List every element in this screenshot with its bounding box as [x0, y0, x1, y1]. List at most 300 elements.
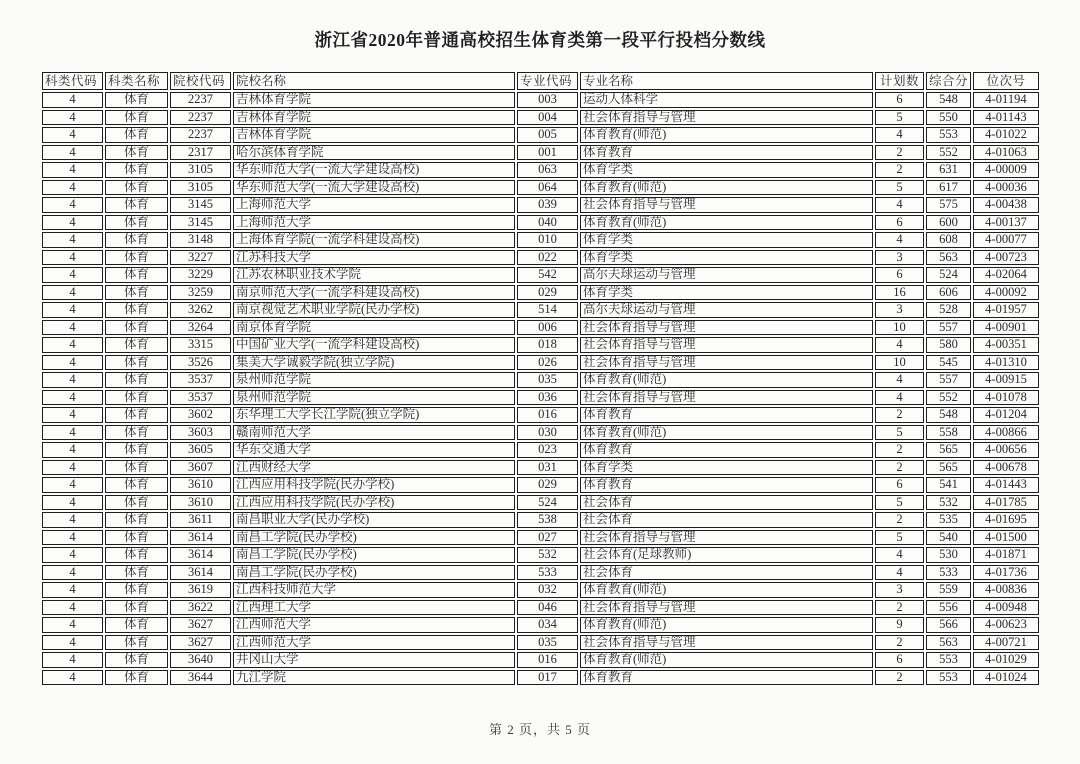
table-cell: 4 [875, 127, 924, 143]
table-row [42, 670, 1039, 686]
table-cell: 体育 [105, 512, 168, 528]
table-cell: 4-01024 [973, 670, 1039, 686]
table-row [42, 582, 1039, 598]
table-cell: 江西财经大学 [233, 460, 515, 476]
table-cell: 533 [517, 565, 578, 581]
table-cell: 社会体育(足球教师) [580, 547, 873, 563]
table-row [42, 197, 1039, 213]
table-cell: 4-00721 [973, 635, 1039, 651]
table-cell: 559 [926, 582, 971, 598]
table-cell: 体育教育 [580, 670, 873, 686]
table-cell: 社会体育指导与管理 [580, 355, 873, 371]
table-cell: 3227 [170, 250, 231, 266]
table-cell: 中国矿业大学(一流学科建设高校) [233, 337, 515, 353]
table-cell: 4 [42, 92, 103, 108]
table-cell: 4 [875, 390, 924, 406]
table-cell: 4-01736 [973, 565, 1039, 581]
table-cell: 体育 [105, 355, 168, 371]
table-cell: 吉林体育学院 [233, 110, 515, 126]
table-cell: 南昌工学院(民办学校) [233, 547, 515, 563]
table-row [42, 127, 1039, 143]
table-cell: 4-00438 [973, 197, 1039, 213]
table-row [42, 285, 1039, 301]
table-row [42, 180, 1039, 196]
table-cell: 4-00948 [973, 600, 1039, 616]
table-cell: 566 [926, 617, 971, 633]
table-cell: 集美大学诚毅学院(独立学院) [233, 355, 515, 371]
table-cell: 社会体育 [580, 565, 873, 581]
table-cell: 体育教育(师范) [580, 215, 873, 231]
table-cell: 体育 [105, 617, 168, 633]
table-cell: 563 [926, 250, 971, 266]
table-cell: 4-00137 [973, 215, 1039, 231]
table-row [42, 232, 1039, 248]
table-cell: 004 [517, 110, 578, 126]
table-cell: 体育学类 [580, 162, 873, 178]
table-cell: 4 [42, 302, 103, 318]
table-cell: 4 [42, 372, 103, 388]
table-cell: 体育 [105, 390, 168, 406]
table-cell: 4 [42, 565, 103, 581]
table-cell: 泉州师范学院 [233, 390, 515, 406]
table-cell: 6 [875, 215, 924, 231]
table-cell: 上海师范大学 [233, 197, 515, 213]
table-row [42, 355, 1039, 371]
table-cell: 017 [517, 670, 578, 686]
table-cell: 548 [926, 407, 971, 423]
table-cell: 541 [926, 477, 971, 493]
table-cell: 体育 [105, 460, 168, 476]
table-cell: 3622 [170, 600, 231, 616]
table-cell: 运动人体科学 [580, 92, 873, 108]
table-cell: 018 [517, 337, 578, 353]
table-cell: 体育教育(师范) [580, 617, 873, 633]
table-cell: 4 [42, 460, 103, 476]
table-cell: 4 [42, 477, 103, 493]
table-cell: 华东师范大学(一流大学建设高校) [233, 162, 515, 178]
table-cell: 046 [517, 600, 578, 616]
table-cell: 体育 [105, 442, 168, 458]
table-cell: 4 [42, 145, 103, 161]
table-cell: 3605 [170, 442, 231, 458]
table-cell: 565 [926, 460, 971, 476]
table-cell: 江苏农林职业技术学院 [233, 267, 515, 283]
table-row [42, 92, 1039, 108]
table-cell: 4 [42, 495, 103, 511]
table-cell: 4 [42, 617, 103, 633]
table-row [42, 145, 1039, 161]
table-cell: 4 [42, 670, 103, 686]
column-header: 综合分 [926, 72, 971, 90]
table-cell: 4-00866 [973, 425, 1039, 441]
table-cell: 064 [517, 180, 578, 196]
table-cell: 552 [926, 145, 971, 161]
table-cell: 东华理工大学长江学院(独立学院) [233, 407, 515, 423]
table-cell: 4 [42, 390, 103, 406]
table-cell: 606 [926, 285, 971, 301]
table-cell: 4 [42, 320, 103, 336]
table-header-row [42, 72, 1039, 90]
table-cell: 体育 [105, 145, 168, 161]
column-header: 科类名称 [105, 72, 168, 90]
table-cell: 3315 [170, 337, 231, 353]
table-cell: 社会体育指导与管理 [580, 530, 873, 546]
table-cell: 3262 [170, 302, 231, 318]
table-row [42, 460, 1039, 476]
table-cell: 上海师范大学 [233, 215, 515, 231]
table-cell: 江西师范大学 [233, 635, 515, 651]
table-cell: 4 [42, 355, 103, 371]
table-row [42, 372, 1039, 388]
page-title: 浙江省2020年普通高校招生体育类第一段平行投档分数线 [314, 30, 766, 50]
table-cell: 4-01022 [973, 127, 1039, 143]
table-cell: 社会体育指导与管理 [580, 390, 873, 406]
table-cell: 4 [42, 162, 103, 178]
table-cell: 4-00915 [973, 372, 1039, 388]
table-cell: 体育 [105, 162, 168, 178]
table-cell: 003 [517, 92, 578, 108]
table-row [42, 442, 1039, 458]
table-cell: 553 [926, 652, 971, 668]
page-number: 第 2 页，共 5 页 [488, 722, 591, 737]
table-row [42, 565, 1039, 581]
table-cell: 体育教育(师范) [580, 582, 873, 598]
table-cell: 528 [926, 302, 971, 318]
table-cell: 4-01310 [973, 355, 1039, 371]
table-cell: 南昌工学院(民办学校) [233, 530, 515, 546]
table-cell: 550 [926, 110, 971, 126]
table-cell: 035 [517, 372, 578, 388]
table-row [42, 547, 1039, 563]
table-row [42, 652, 1039, 668]
table-row [42, 477, 1039, 493]
table-cell: 2237 [170, 110, 231, 126]
table-cell: 557 [926, 372, 971, 388]
table-cell: 032 [517, 582, 578, 598]
table-cell: 体育 [105, 110, 168, 126]
table-cell: 556 [926, 600, 971, 616]
table-cell: 3610 [170, 477, 231, 493]
table-cell: 558 [926, 425, 971, 441]
table-cell: 4-00678 [973, 460, 1039, 476]
table-cell: 3145 [170, 215, 231, 231]
table-cell: 3537 [170, 372, 231, 388]
table-cell: 4-01143 [973, 110, 1039, 126]
table-cell: 5 [875, 110, 924, 126]
table-cell: 2237 [170, 92, 231, 108]
table-cell: 体育 [105, 495, 168, 511]
table-cell: 4 [42, 127, 103, 143]
table-cell: 4 [42, 285, 103, 301]
table-cell: 6 [875, 477, 924, 493]
table-cell: 617 [926, 180, 971, 196]
table-cell: 体育 [105, 180, 168, 196]
table-cell: 5 [875, 495, 924, 511]
table-cell: 体育 [105, 670, 168, 686]
table-cell: 538 [517, 512, 578, 528]
table-cell: 3145 [170, 197, 231, 213]
table-row [42, 530, 1039, 546]
table-cell: 4-01957 [973, 302, 1039, 318]
table-cell: 9 [875, 617, 924, 633]
table-cell: 体育 [105, 547, 168, 563]
table-cell: 4 [42, 267, 103, 283]
table-cell: 063 [517, 162, 578, 178]
score-table-body [42, 92, 1039, 685]
table-cell: 高尔夫球运动与管理 [580, 267, 873, 283]
table-cell: 3105 [170, 162, 231, 178]
table-cell: 南昌职业大学(民办学校) [233, 512, 515, 528]
table-cell: 030 [517, 425, 578, 441]
table-cell: 社会体育 [580, 495, 873, 511]
table-cell: 体育 [105, 425, 168, 441]
table-cell: 031 [517, 460, 578, 476]
table-cell: 体育教育(师范) [580, 652, 873, 668]
table-cell: 533 [926, 565, 971, 581]
table-cell: 027 [517, 530, 578, 546]
table-cell: 江西理工大学 [233, 600, 515, 616]
table-cell: 体育教育 [580, 407, 873, 423]
table-cell: 023 [517, 442, 578, 458]
column-header: 院校名称 [233, 72, 515, 90]
table-cell: 社会体育指导与管理 [580, 635, 873, 651]
table-cell: 4-01029 [973, 652, 1039, 668]
table-cell: 体育 [105, 232, 168, 248]
table-cell: 体育学类 [580, 460, 873, 476]
table-cell: 022 [517, 250, 578, 266]
table-cell: 江苏科技大学 [233, 250, 515, 266]
table-cell: 社会体育 [580, 512, 873, 528]
table-row [42, 162, 1039, 178]
table-cell: 535 [926, 512, 971, 528]
table-cell: 4 [42, 547, 103, 563]
table-cell: 552 [926, 390, 971, 406]
table-cell: 2 [875, 635, 924, 651]
table-cell: 016 [517, 652, 578, 668]
table-cell: 体育 [105, 197, 168, 213]
table-row [42, 250, 1039, 266]
table-cell: 608 [926, 232, 971, 248]
table-cell: 体育 [105, 337, 168, 353]
table-cell: 吉林体育学院 [233, 127, 515, 143]
table-cell: 3264 [170, 320, 231, 336]
table-cell: 社会体育指导与管理 [580, 110, 873, 126]
table-cell: 2 [875, 460, 924, 476]
table-cell: 4 [42, 337, 103, 353]
column-header: 专业代码 [517, 72, 578, 90]
table-cell: 010 [517, 232, 578, 248]
table-cell: 5 [875, 180, 924, 196]
table-cell: 029 [517, 285, 578, 301]
table-cell: 体育教育 [580, 442, 873, 458]
table-cell: 545 [926, 355, 971, 371]
table-cell: 4-01695 [973, 512, 1039, 528]
table-cell: 016 [517, 407, 578, 423]
table-cell: 2237 [170, 127, 231, 143]
table-cell: 532 [517, 547, 578, 563]
table-cell: 530 [926, 547, 971, 563]
table-cell: 514 [517, 302, 578, 318]
table-cell: 4 [42, 232, 103, 248]
table-cell: 4-01078 [973, 390, 1039, 406]
table-row [42, 495, 1039, 511]
table-cell: 体育学类 [580, 285, 873, 301]
table-cell: 4 [42, 425, 103, 441]
table-cell: 南京视觉艺术职业学院(民办学校) [233, 302, 515, 318]
table-cell: 上海体育学院(一流学科建设高校) [233, 232, 515, 248]
table-cell: 华东交通大学 [233, 442, 515, 458]
table-cell: 体育 [105, 267, 168, 283]
table-cell: 3610 [170, 495, 231, 511]
table-cell: 4 [42, 215, 103, 231]
table-row [42, 320, 1039, 336]
table-row [42, 635, 1039, 651]
table-cell: 体育学类 [580, 250, 873, 266]
table-cell: 4-00656 [973, 442, 1039, 458]
table-cell: 体育教育(师范) [580, 425, 873, 441]
table-cell: 10 [875, 355, 924, 371]
table-cell: 高尔夫球运动与管理 [580, 302, 873, 318]
table-cell: 哈尔滨体育学院 [233, 145, 515, 161]
table-cell: 3105 [170, 180, 231, 196]
table-cell: 4-01194 [973, 92, 1039, 108]
table-cell: 4-01063 [973, 145, 1039, 161]
table-cell: 036 [517, 390, 578, 406]
table-row [42, 425, 1039, 441]
table-cell: 体育 [105, 565, 168, 581]
table-cell: 4 [875, 547, 924, 563]
table-cell: 3537 [170, 390, 231, 406]
table-cell: 3 [875, 302, 924, 318]
column-header: 科类代码 [42, 72, 103, 90]
table-cell: 体育 [105, 582, 168, 598]
table-cell: 580 [926, 337, 971, 353]
table-row [42, 390, 1039, 406]
table-cell: 4 [42, 180, 103, 196]
table-cell: 4-00092 [973, 285, 1039, 301]
table-cell: 体育教育(师范) [580, 372, 873, 388]
table-cell: 体育 [105, 127, 168, 143]
table-cell: 3619 [170, 582, 231, 598]
table-cell: 体育 [105, 372, 168, 388]
table-cell: 3614 [170, 530, 231, 546]
table-cell: 4-01500 [973, 530, 1039, 546]
table-row [42, 617, 1039, 633]
table-row [42, 600, 1039, 616]
table-cell: 565 [926, 442, 971, 458]
table-cell: 体育 [105, 652, 168, 668]
table-cell: 江西科技师范大学 [233, 582, 515, 598]
table-cell: 4-00036 [973, 180, 1039, 196]
table-cell: 4 [42, 600, 103, 616]
table-cell: 2 [875, 145, 924, 161]
table-cell: 4 [42, 530, 103, 546]
table-cell: 泉州师范学院 [233, 372, 515, 388]
table-cell: 社会体育指导与管理 [580, 600, 873, 616]
table-cell: 4-01443 [973, 477, 1039, 493]
table-cell: 体育 [105, 477, 168, 493]
table-cell: 4-00836 [973, 582, 1039, 598]
table-cell: 4 [875, 337, 924, 353]
column-header: 计划数 [875, 72, 924, 90]
table-cell: 4-00351 [973, 337, 1039, 353]
table-cell: 4-00901 [973, 320, 1039, 336]
table-cell: 4 [42, 197, 103, 213]
table-cell: 3614 [170, 547, 231, 563]
column-header: 位次号 [973, 72, 1039, 90]
table-cell: 4-01204 [973, 407, 1039, 423]
table-cell: 3229 [170, 267, 231, 283]
table-cell: 2 [875, 600, 924, 616]
table-cell: 3602 [170, 407, 231, 423]
table-cell: 4 [42, 652, 103, 668]
table-cell: 16 [875, 285, 924, 301]
table-cell: 体育学类 [580, 232, 873, 248]
table-cell: 3148 [170, 232, 231, 248]
table-cell: 563 [926, 635, 971, 651]
table-cell: 2 [875, 442, 924, 458]
table-cell: 赣南师范大学 [233, 425, 515, 441]
table-cell: 4-00009 [973, 162, 1039, 178]
table-cell: 社会体育指导与管理 [580, 337, 873, 353]
table-row [42, 110, 1039, 126]
table-cell: 5 [875, 530, 924, 546]
table-cell: 3603 [170, 425, 231, 441]
table-cell: 553 [926, 127, 971, 143]
table-cell: 548 [926, 92, 971, 108]
table-cell: 001 [517, 145, 578, 161]
table-cell: 社会体育指导与管理 [580, 320, 873, 336]
table-cell: 4-00077 [973, 232, 1039, 248]
table-cell: 3644 [170, 670, 231, 686]
table-cell: 体育 [105, 600, 168, 616]
table-cell: 532 [926, 495, 971, 511]
table-cell: 4 [875, 372, 924, 388]
table-cell: 3627 [170, 617, 231, 633]
column-header: 院校代码 [170, 72, 231, 90]
table-cell: 4 [875, 197, 924, 213]
table-cell: 029 [517, 477, 578, 493]
table-cell: 631 [926, 162, 971, 178]
table-cell: 6 [875, 267, 924, 283]
table-cell: 2 [875, 407, 924, 423]
table-cell: 4 [42, 442, 103, 458]
table-cell: 2 [875, 512, 924, 528]
table-cell: 542 [517, 267, 578, 283]
table-cell: 南京体育学院 [233, 320, 515, 336]
table-cell: 026 [517, 355, 578, 371]
table-cell: 039 [517, 197, 578, 213]
table-row [42, 267, 1039, 283]
table-cell: 江西师范大学 [233, 617, 515, 633]
table-cell: 575 [926, 197, 971, 213]
table-cell: 体育 [105, 407, 168, 423]
table-cell: 005 [517, 127, 578, 143]
table-cell: 3607 [170, 460, 231, 476]
table-cell: 2 [875, 162, 924, 178]
table-cell: 4-02064 [973, 267, 1039, 283]
table-cell: 3627 [170, 635, 231, 651]
table-cell: 034 [517, 617, 578, 633]
table-cell: 524 [517, 495, 578, 511]
table-cell: 040 [517, 215, 578, 231]
table-cell: 3 [875, 250, 924, 266]
table-cell: 体育 [105, 320, 168, 336]
table-cell: 体育 [105, 215, 168, 231]
table-cell: 5 [875, 425, 924, 441]
table-cell: 江西应用科技学院(民办学校) [233, 477, 515, 493]
table-cell: 体育 [105, 92, 168, 108]
